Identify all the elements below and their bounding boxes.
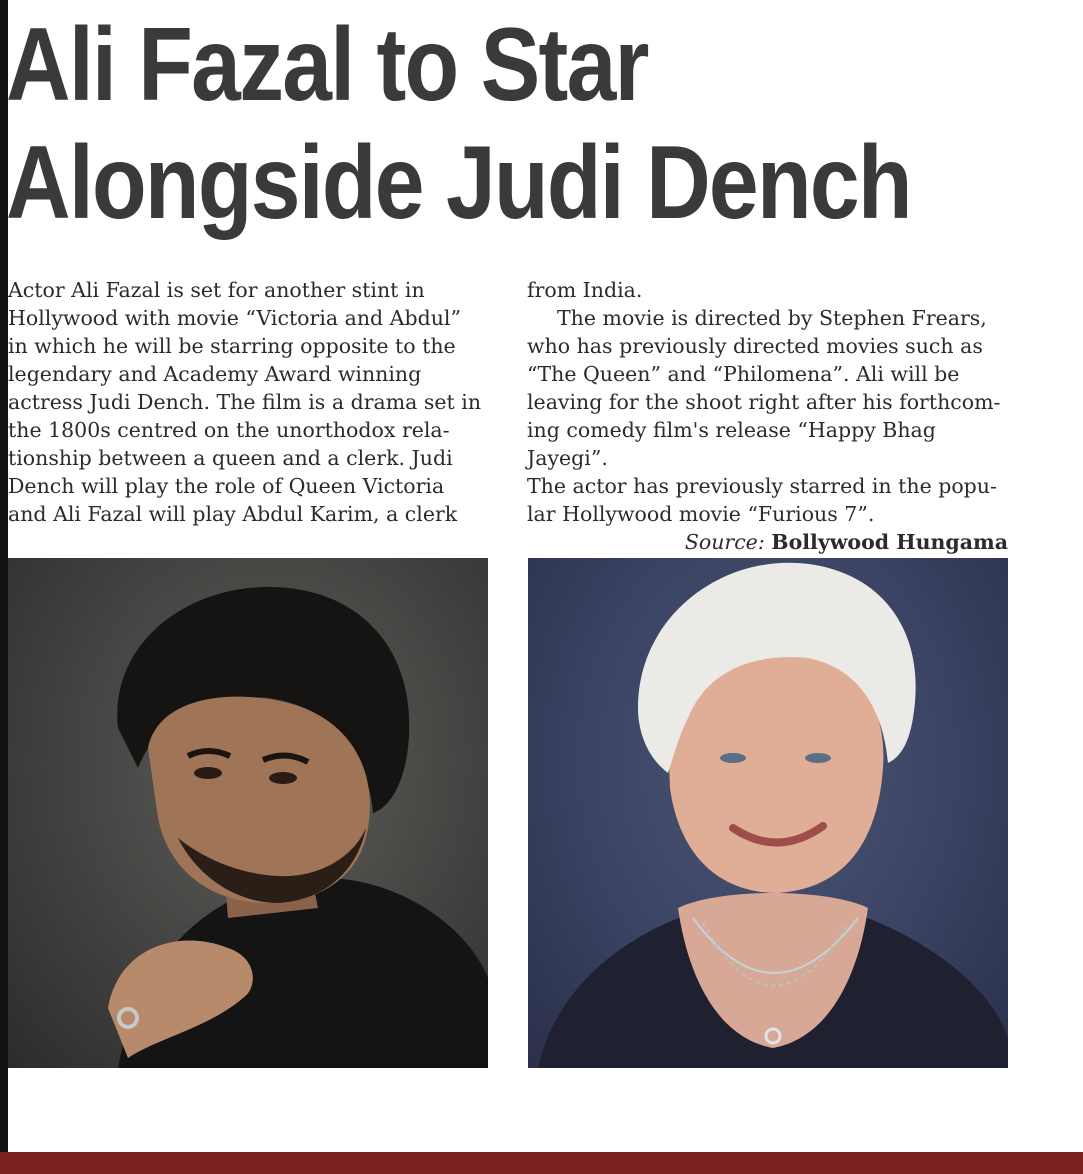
photo-ali-fazal [8, 558, 488, 1068]
article-paragraph-1: Actor Ali Fazal is set for another stint in Hollywood with movie “Victoria and Abdul” in which he will be starring opposite to the legendary and Academy Award winning actress Judi Dench. The film is a drama set in the 1800s centred on the unorthodox rela- tionship between a queen and a clerk. Judi Dench will play the role of Queen Victoria and Ali Fazal will play Abdul Karim, a clerk [8, 278, 482, 526]
headline-line-2: Alongside Judi Dench [6, 125, 911, 241]
headline [6, 6, 918, 242]
portrait-woman-icon [528, 558, 1008, 1068]
article-paragraph-2: The movie is directed by Stephen Frears, who has previously directed movies such as “The Queen” and “Philomena”. Ali will be leaving for the shoot right after his forthcom- ing comedy film's release “Happy Bhag Jayegi”. The actor has previously starred in the popu- lar Hollywood movie “Furious 7”. [527, 306, 1001, 526]
portrait-man-icon [8, 558, 488, 1068]
source-credit [527, 528, 1008, 556]
source-label: Source: [684, 530, 765, 554]
headline-line-1: Ali Fazal to Star [6, 7, 648, 123]
article-paragraph-1-continued: from India. [527, 278, 643, 302]
source-name: Bollywood Hungama [771, 530, 1008, 554]
bottom-color-bar [0, 1152, 1083, 1174]
photo-judi-dench [528, 558, 1008, 1068]
article-column-right [527, 276, 1009, 556]
article-column-left [8, 276, 490, 528]
